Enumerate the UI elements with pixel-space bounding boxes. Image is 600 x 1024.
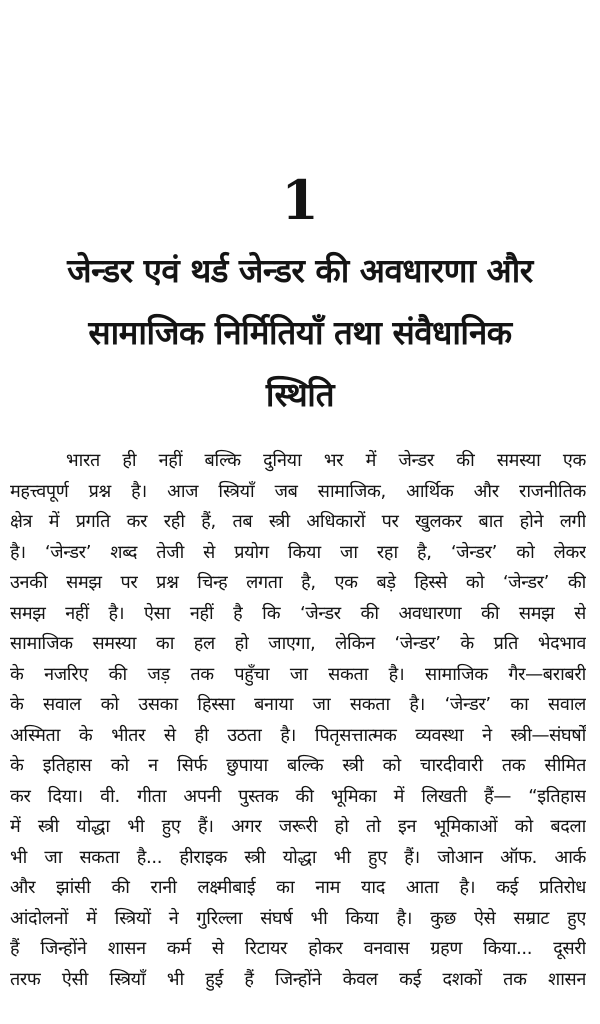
chapter-title <box>6 240 594 426</box>
paragraph-line: कर दिया। वी. गीता अपनी पुस्तक की भूमिका में लिखती हैं— “इतिहास <box>10 785 586 807</box>
paragraph-line: महत्त्वपूर्ण प्रश्न है। आज स्त्रियाँ जब सामाजिक, आर्थिक और राजनीतिक <box>10 480 586 502</box>
paragraph-line: के इतिहास को न सिर्फ छुपाया बल्कि स्त्री को चारदीवारी तक सीमित <box>10 755 586 776</box>
paragraph-line: है। ‘जेन्डर’ शब्द तेजी से प्रयोग किया जा रहा है, ‘जेन्डर’ को लेकर <box>10 541 586 563</box>
paragraph-line: हैं जिन्होंने शासन कर्म से रिटायर होकर वनवास ग्रहण किया... दूसरी <box>10 938 586 959</box>
paragraph-line: उनकी समझ पर प्रश्न चिन्ह लगता है, एक बड़े हिस्से को ‘जेन्डर’ की <box>10 572 586 593</box>
body-paragraph <box>10 446 586 995</box>
chapter-title-line: सामाजिक निर्मितियाँ तथा संवैधानिक <box>88 313 512 352</box>
paragraph-line: समझ नहीं है। ऐसा नहीं है कि ‘जेन्डर की अवधारणा की समझ से <box>10 602 586 624</box>
paragraph-line: तरफ ऐसी स्त्रियाँ भी हुई हैं जिन्होंने केवल कई दशकों तक शासन <box>10 968 586 990</box>
paragraph-line: सामाजिक समस्या का हल हो जाएगा, लेकिन ‘जेन्डर’ के प्रति भेदभाव <box>10 633 586 654</box>
chapter-title-line: जेन्डर एवं थर्ड जेन्डर की अवधारणा और <box>67 251 533 290</box>
paragraph-line: अस्मिता के भीतर से ही उठता है। पितृसत्तात्मक व्यवस्था ने स्त्री—संघर्षों <box>10 724 586 746</box>
paragraph-line: क्षेत्र में प्रगति कर रही हैं, तब स्त्री अधिकारों पर खुलकर बात होने लगी <box>10 511 586 532</box>
paragraph-line: में स्त्री योद्धा भी हुए हैं। अगर जरूरी हो तो इन भूमिकाओं को बदला <box>10 816 586 837</box>
paragraph-line: आंदोलनों में स्त्रियों ने गुरिल्ला संघर्ष भी किया है। कुछ ऐसे सम्राट हुए <box>10 907 586 929</box>
chapter-title-line: स्थिति <box>265 375 335 414</box>
chapter-number: 1 <box>281 168 319 232</box>
paragraph-line: के सवाल को उसका हिस्सा बनाया जा सकता है। ‘जेन्डर’ का सवाल <box>10 694 586 715</box>
paragraph-line: के नजरिए की जड़ तक पहुँचा जा सकता है। सामाजिक गैर—बराबरी <box>10 663 586 685</box>
paragraph-line: भी जा सकता है... हीराइक स्त्री योद्धा भी हुए हैं। जोआन ऑफ. आर्क <box>10 846 586 868</box>
paragraph-line: भारत ही नहीं बल्कि दुनिया भर में जेन्डर की समस्या एक <box>66 450 586 471</box>
paragraph-line: और झांसी की रानी लक्ष्मीबाई का नाम याद आता है। कई प्रतिरोध <box>10 877 586 898</box>
